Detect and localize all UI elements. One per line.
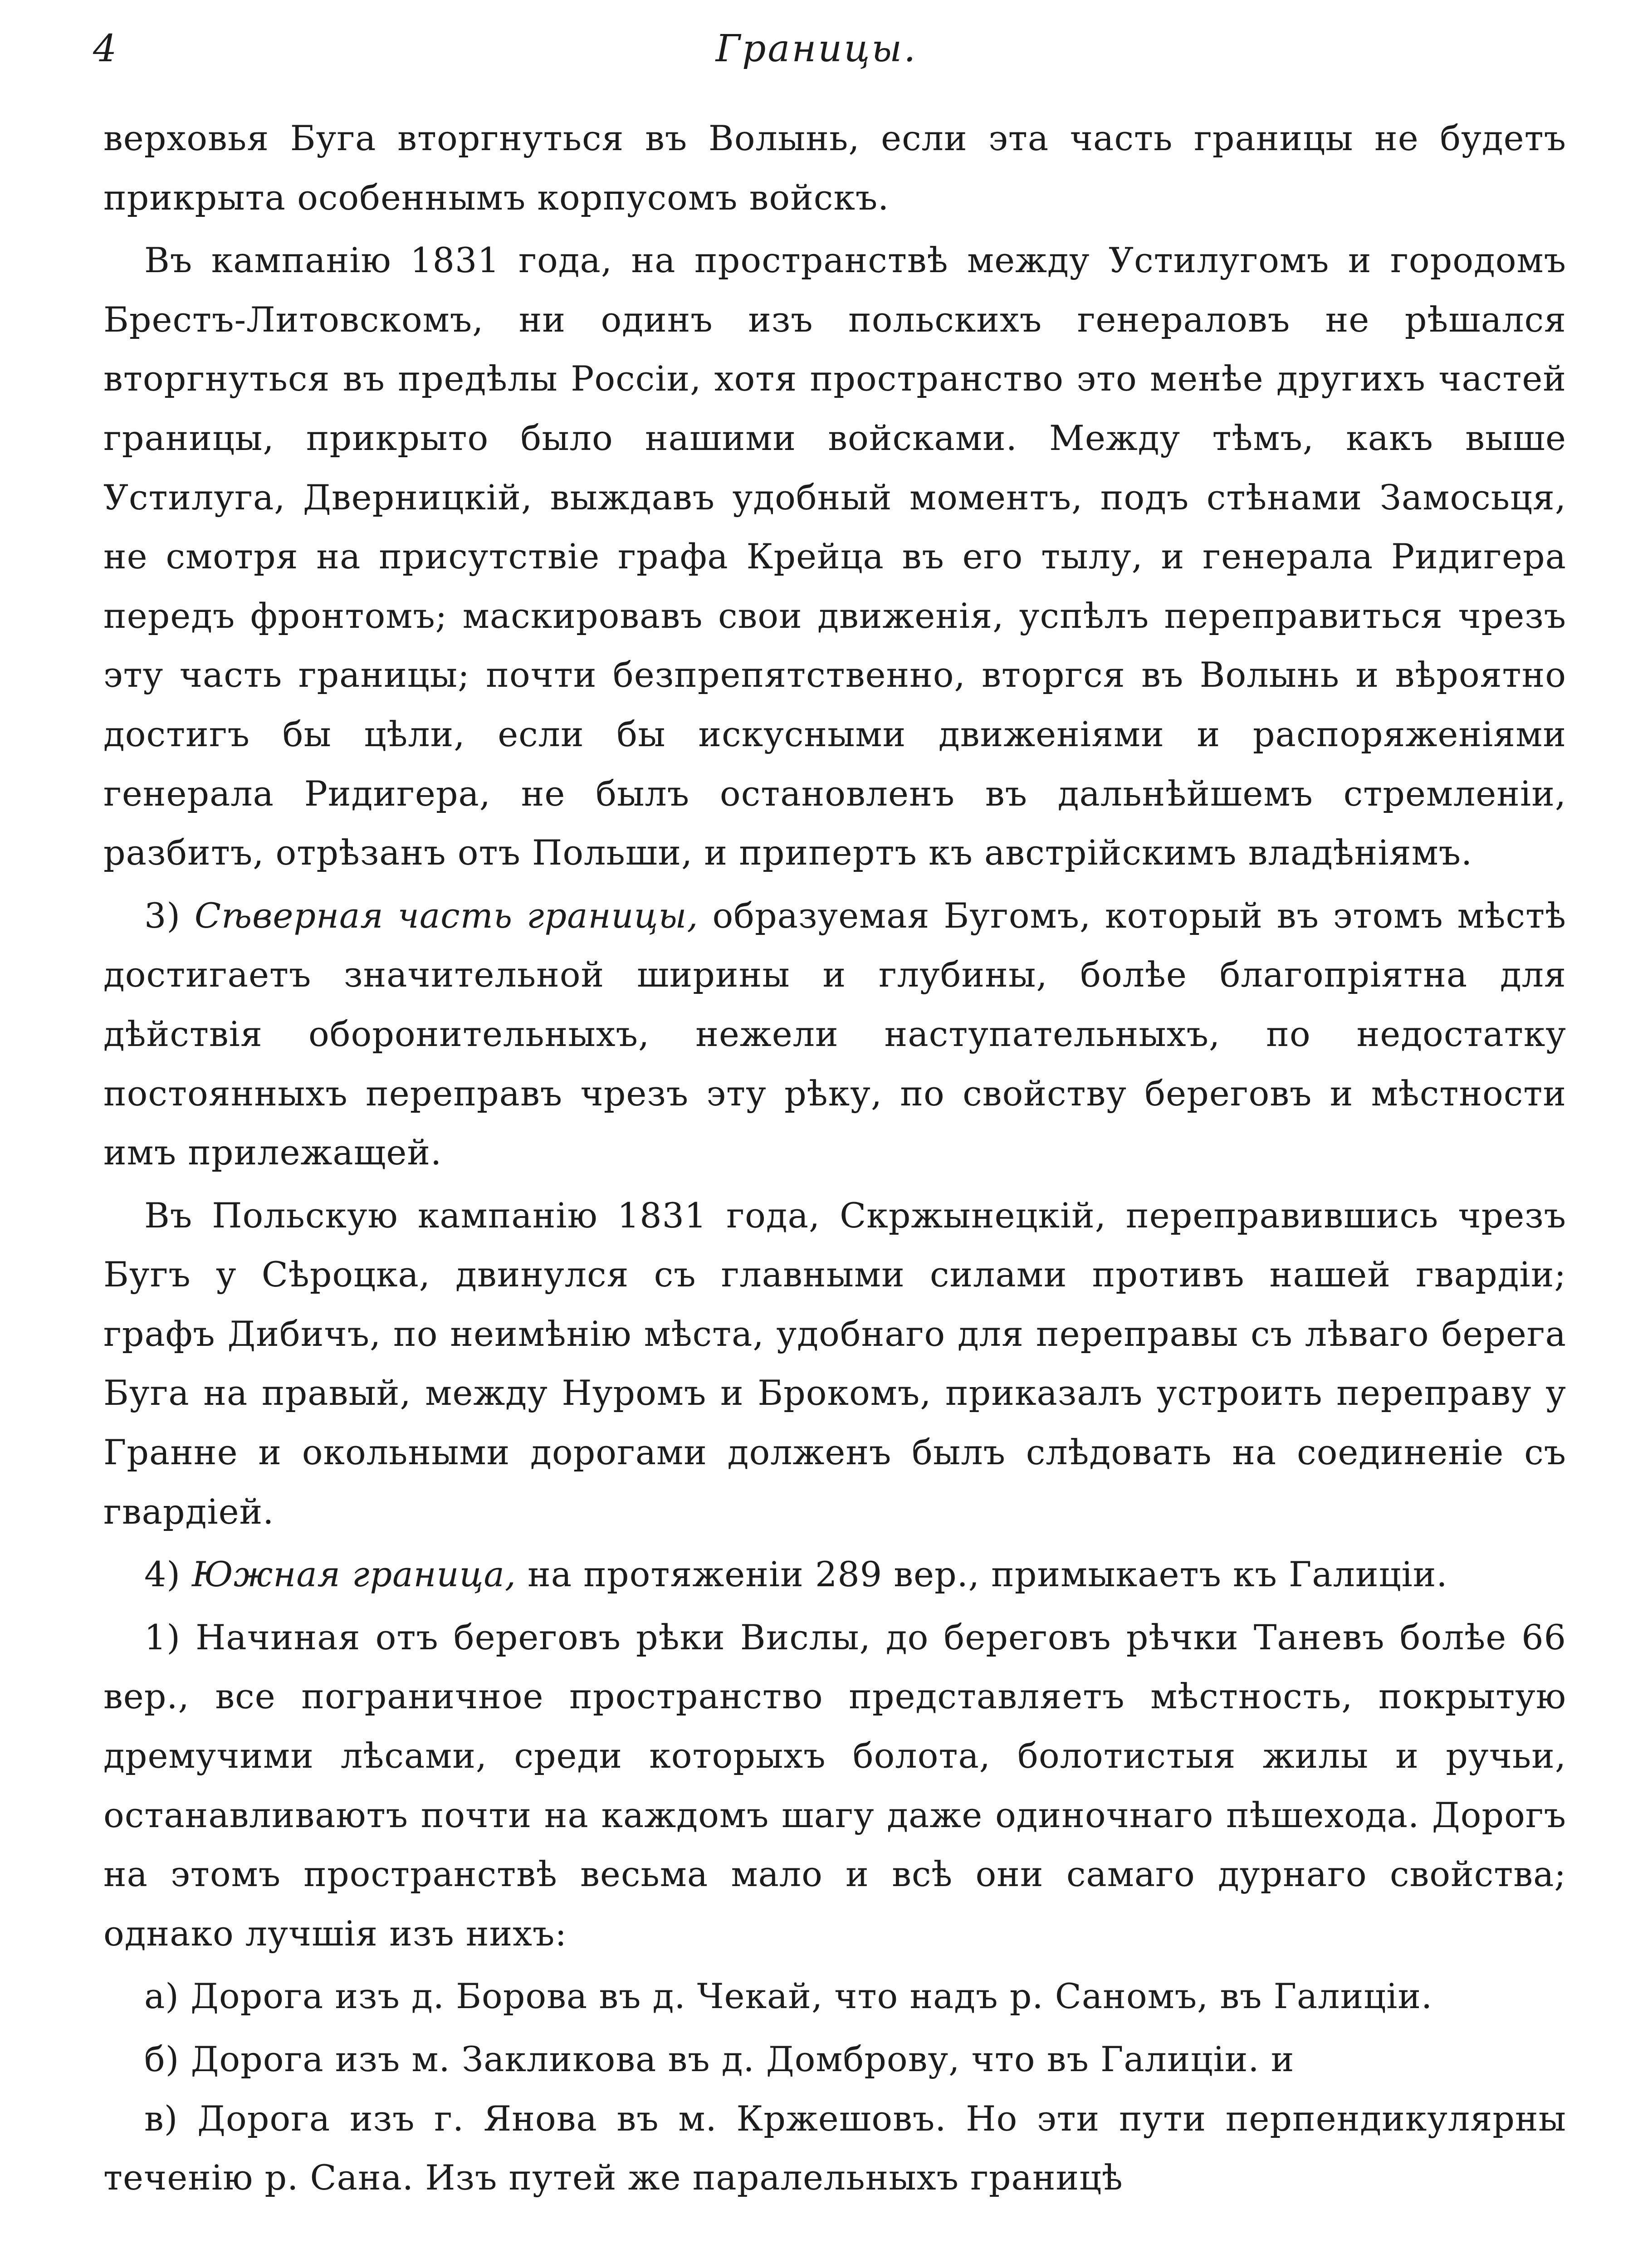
paragraph: 1) Начиная отъ береговъ рѣки Вислы, до береговъ рѣчки Таневъ болѣе 66 вер., все пограничное пространство представляетъ мѣстность, покрытую дремучими лѣсами, среди которыхъ болота, болотистыя жилы и ручьи, останавливаютъ почти на каждомъ шагу даже одиночнаго пѣшехода. Дорогъ на этомъ пространствѣ весьма мало и всѣ они самаго дурнаго свойства; однако лучшія изъ нихъ: [103, 1617, 1566, 1954]
section-heading: Южная граница, [192, 1554, 516, 1595]
paragraph: Въ Польскую кампанію 1831 года, Скржынецкій, переправившись чрезъ Бугъ у Сѣроцка, двинулся съ главными силами противъ нашей гвардіи; графъ Дибичъ, по неимѣнію мѣста, удобнаго для переправы съ лѣваго берега Буга на правый, между Нуромъ и Брокомъ, приказалъ устроить переправу у Гранне и окольными дорогами долженъ былъ слѣдовать на соединеніе съ гвардіей. [103, 1195, 1566, 1532]
item-number: 3) [144, 895, 195, 936]
paragraph: Въ кампанію 1831 года, на пространствѣ между Устилугомъ и городомъ Брестъ-Литовскомъ, ни одинъ изъ польскихъ генераловъ не рѣшался вторгнуться въ предѣлы Россіи, хотя пространство это менѣе другихъ частей границы, прикрыто было нашими войсками. Между тѣмъ, какъ выше Устилуга, Дверницкій, выждавъ удобный моментъ, подъ стѣнами Замосьця, не смотря на присутствіе графа Крейца въ его тылу, и генерала Ридигера передъ фронтомъ; маскировавъ свои движенія, успѣлъ переправиться чрезъ эту часть границы; почти безпрепятственно, вторгся въ Волынь и вѣроятно достигъ бы цѣли, если бы искусными движеніями и распоряженіями генерала Ридигера, не былъ остановленъ въ дальнѣйшемъ стремленіи, разбитъ, отрѣзанъ отъ Польши, и припертъ къ австрійскимъ владѣніямъ. [103, 240, 1566, 873]
paragraph-text: на протяженіи 289 вер., примыкаетъ къ Галиціи. [516, 1554, 1448, 1595]
page-number: 4 [93, 27, 117, 70]
running-title: Границы. [715, 27, 918, 70]
paragraph-text: образуемая Бугомъ, который въ этомъ мѣстѣ достигаетъ значительной ширины и глубины, болѣе благопріятна для дѣйствія оборонительныхъ, нежели наступательныхъ, по недостатку постоянныхъ переправъ чрезъ эту рѣку, по свойству береговъ и мѣстности имъ прилежащей. [103, 895, 1566, 1173]
page-header [75, 27, 1558, 77]
item-number: 4) [144, 1554, 192, 1595]
paragraph [103, 1545, 1566, 1604]
list-item: а) Дорога изъ д. Борова въ д. Чекай, что надъ р. Саномъ, въ Галиціи. [144, 1976, 1433, 2017]
paragraph: верховья Буга вторгнуться въ Волынь, если эта часть границы не будетъ прикрыта особеннымъ корпусомъ войскъ. [103, 118, 1566, 218]
page-body [103, 109, 1566, 2208]
list-item: в) Дорога изъ г. Янова въ м. Кржешовъ. Но эти пути перпендикулярны теченію р. Сана. Изъ путей же паралельныхъ границѣ [103, 2098, 1566, 2198]
paragraph [103, 886, 1566, 1183]
section-heading: Сѣверная часть границы, [194, 895, 699, 936]
list-item: б) Дорога изъ м. Закликова въ д. Домброву, что въ Галиціи. и [144, 2039, 1295, 2079]
